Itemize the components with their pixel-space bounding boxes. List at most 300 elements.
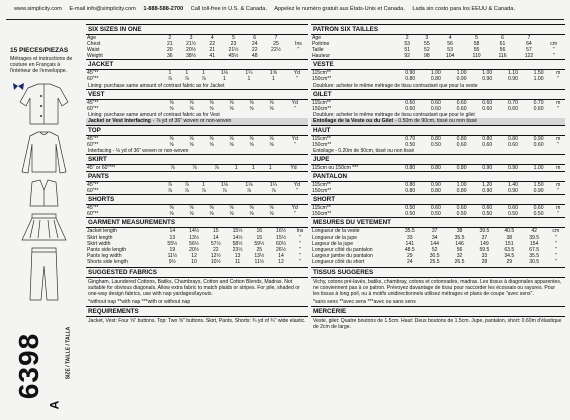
- cell-value: m: [556, 135, 561, 142]
- cell-value: 0.60: [456, 205, 467, 212]
- cell-value: 3: [189, 35, 193, 41]
- cell-value: ⅞: [201, 188, 206, 195]
- section-table: [86, 100, 308, 112]
- section-heading: SKIRT: [86, 154, 308, 165]
- cell-value: 6: [501, 35, 504, 41]
- cell-value: m: [556, 70, 561, 77]
- cell-value: m: [556, 182, 561, 189]
- row-label: 60"**: [87, 105, 99, 112]
- section-note: Doublure: acheter le même métrage de tissu contrastant que pour le gilet: [313, 111, 475, 118]
- row-label: Taille: [312, 47, 324, 54]
- cell-value: 0.90: [430, 182, 441, 189]
- cell-value: ⅞: [184, 76, 189, 83]
- left-notions-title: REQUIREMENTS: [86, 306, 308, 317]
- cell-value: 37: [431, 228, 438, 235]
- cell-value: ": [299, 258, 301, 265]
- cell-value: 21½: [228, 47, 239, 54]
- cell-value: 1: [168, 70, 172, 77]
- cell-value: 14½: [232, 234, 243, 241]
- cell-value: Yd: [293, 70, 300, 77]
- cell-value: ⅝: [189, 135, 194, 142]
- phone-note-fr: Appelez le numéro gratuit aux États-Unis et Canada.: [274, 6, 405, 12]
- right-sections: [311, 59, 565, 265]
- cell-value: Yd: [291, 135, 298, 142]
- row-label: 115cm**: [312, 135, 331, 142]
- cell-value: 22: [212, 246, 219, 253]
- cell-value: 13½: [189, 234, 200, 241]
- cell-value: 1.00: [456, 182, 467, 189]
- cell-value: 0.80: [405, 182, 416, 189]
- cell-value: 40.5: [504, 228, 515, 235]
- cell-value: 38: [456, 228, 463, 235]
- section-heading: JUPE: [311, 154, 565, 165]
- cell-value: 0.50: [405, 205, 416, 212]
- cell-value: ": [552, 53, 555, 60]
- cell-value: 92: [404, 53, 411, 60]
- cell-value: 24: [251, 41, 258, 48]
- row-label: Weight: [87, 53, 103, 60]
- cell-value: ⅞: [192, 164, 197, 171]
- cell-value: 104: [445, 53, 455, 60]
- left-fabrics-title: SUGGESTED FABRICS: [86, 267, 308, 278]
- cell-value: 48.5: [404, 246, 415, 253]
- section-note: Doublure: acheter le même métrage de tissu contrastant que pour la veste: [313, 82, 478, 89]
- cell-value: 12½: [210, 252, 221, 259]
- cell-value: 0.90: [482, 164, 493, 171]
- section-table: [86, 70, 308, 82]
- right-notions-title: MERCERIE: [311, 306, 565, 317]
- cell-value: 0.90: [533, 135, 544, 142]
- cell-value: 5: [475, 35, 478, 41]
- cell-value: 0.50: [430, 211, 441, 218]
- pattern-number: 6398: [13, 332, 45, 400]
- cell-value: 146: [455, 240, 464, 247]
- cell-value: 0.60: [507, 105, 518, 112]
- cell-value: 1.00: [482, 70, 493, 77]
- row-label: 45"**: [87, 135, 99, 142]
- cell-value: m: [556, 205, 561, 212]
- left-sections: [86, 59, 308, 265]
- row-label: Age: [312, 35, 322, 41]
- cell-value: 34.5: [504, 252, 515, 259]
- cell-value: ⅝: [229, 135, 234, 142]
- cell-value: Yd: [290, 164, 297, 171]
- row-label: 60"**: [87, 141, 99, 148]
- cell-value: 26.5: [454, 258, 465, 265]
- cell-value: ": [554, 258, 557, 265]
- cell-value: 19: [169, 246, 176, 253]
- cell-value: 1.40: [507, 182, 518, 189]
- cell-value: 2: [405, 35, 409, 41]
- cell-value: ⅝: [209, 135, 214, 142]
- cell-value: 57: [526, 47, 532, 54]
- cell-value: 9½: [168, 258, 176, 265]
- cell-value: 25: [273, 41, 279, 48]
- cell-value: 0.70: [507, 99, 518, 106]
- cell-value: ⅞: [201, 76, 206, 83]
- cell-value: 30.5: [529, 258, 540, 265]
- cell-value: ⅞: [214, 164, 219, 171]
- cell-value: 55: [424, 41, 430, 48]
- cell-value: ⅝: [209, 105, 214, 112]
- section-table: [86, 228, 308, 265]
- section-note: Entoilage - 0.20m de 90cm, tissé ou non tissé: [313, 147, 415, 154]
- cell-value: ⅝: [249, 135, 254, 142]
- cell-value: 10: [191, 258, 197, 265]
- cell-value: 0.90: [456, 76, 467, 83]
- cell-value: 141: [405, 240, 415, 247]
- cell-value: 11½: [254, 258, 265, 265]
- cell-value: 0.90: [533, 188, 544, 195]
- french-instructions-note: Métrages et instructions de couture en Français à l'intérieur de l'enveloppe.: [10, 56, 73, 75]
- cell-value: 38: [506, 234, 513, 241]
- cell-value: 1: [251, 164, 255, 171]
- row-label: Longueur côté du short: [312, 258, 365, 265]
- cell-value: ": [557, 105, 560, 112]
- row-label: 45"**: [87, 182, 99, 189]
- row-label: Longueur de la veste: [312, 228, 360, 235]
- section-table: [311, 100, 565, 112]
- cell-value: 33: [481, 252, 488, 259]
- cell-value: ⅝: [189, 99, 194, 106]
- cell-value: ⅝: [269, 205, 274, 212]
- row-label: 45"**: [87, 205, 99, 212]
- cell-value: 14: [169, 228, 176, 235]
- cell-value: 3: [425, 35, 429, 41]
- cell-value: 56: [499, 47, 506, 54]
- cell-value: ": [299, 240, 301, 247]
- cell-value: 0.90: [507, 164, 518, 171]
- cell-value: 0.80: [507, 135, 518, 142]
- bow-accent: [13, 83, 24, 90]
- row-label: Skirt width: [87, 240, 111, 247]
- section-table: [86, 136, 308, 148]
- cell-value: 52: [424, 47, 430, 54]
- cell-value: 30.5: [429, 252, 440, 259]
- contact-bar: [0, 0, 570, 18]
- cell-value: 0.50: [405, 141, 416, 148]
- cell-value: ": [295, 76, 298, 83]
- row-label: 150cm**: [312, 76, 332, 83]
- cell-value: 25: [256, 246, 263, 253]
- section-table: [311, 182, 565, 194]
- cell-value: 149: [480, 240, 489, 247]
- cell-value: 64: [526, 41, 532, 48]
- pattern-number-block: [13, 310, 72, 420]
- cell-value: Yd: [293, 182, 300, 189]
- row-label: 150cm**: [312, 188, 332, 195]
- row-label: 150cm**: [312, 141, 332, 148]
- cell-value: 26½: [276, 246, 286, 253]
- cell-value: 0.60: [482, 99, 493, 106]
- phone-note-es: Lada sin costo para los EEUU & Canada.: [412, 6, 515, 12]
- cell-value: 58½: [232, 240, 243, 247]
- cell-value: 0.60: [533, 141, 544, 148]
- section-heading: PANTALON: [311, 171, 565, 182]
- cell-value: ⅝: [209, 205, 214, 212]
- section-note: Lining: purchase same amount of contrast fabric as for Jacket: [88, 82, 225, 89]
- cell-value: 11: [234, 258, 241, 265]
- cell-value: ⅞: [184, 182, 189, 189]
- cell-value: 56: [447, 41, 453, 48]
- row-label: Age: [87, 35, 97, 41]
- cell-value: 36: [166, 53, 173, 60]
- row-label: Largeur jambe du pantalon: [312, 252, 373, 259]
- cell-value: 110: [472, 53, 481, 60]
- cell-value: 63.5: [504, 246, 515, 253]
- cell-value: 0.60: [507, 205, 518, 212]
- cell-value: ": [293, 105, 296, 112]
- cell-value: 0.60: [456, 105, 467, 112]
- row-label: Largeur de la jupe: [312, 240, 354, 247]
- cell-value: 23: [230, 41, 237, 48]
- cell-value: 6: [253, 35, 257, 41]
- left-title: SIX SIZES IN ONE: [86, 24, 308, 35]
- cell-value: ⅞: [271, 188, 276, 195]
- cell-value: 53: [447, 47, 453, 54]
- cell-value: 56½: [189, 240, 200, 247]
- row-label: 45" or 60"***: [87, 164, 116, 171]
- section-table: [311, 136, 565, 148]
- section-table: [311, 228, 565, 265]
- garment-illustrations: [10, 80, 80, 300]
- section-heading: [86, 118, 308, 125]
- cell-value: 98: [424, 53, 430, 60]
- cell-value: 0.60: [405, 105, 416, 112]
- section-note: - ⅞ yd of 36" woven or non-woven: [152, 117, 232, 124]
- cell-value: 61: [499, 41, 506, 48]
- cell-value: 55½: [167, 240, 178, 247]
- cell-value: ⅝: [169, 205, 174, 212]
- cell-value: 0.90: [507, 76, 518, 83]
- row-label: Longueur côté du pantalon: [312, 246, 373, 253]
- cell-value: 22: [209, 41, 216, 48]
- section-heading: VEST: [86, 89, 308, 100]
- row-label: Chest: [87, 41, 101, 48]
- cell-value: 0.90: [507, 188, 518, 195]
- row-label: 150cm**: [312, 211, 332, 218]
- jacket-drawing: [20, 84, 68, 124]
- cell-value: ⅝: [229, 141, 234, 148]
- cell-value: 58: [473, 41, 480, 48]
- row-label: Hauteur: [312, 53, 331, 60]
- cell-value: ⅝: [249, 205, 254, 212]
- cell-value: 1: [202, 70, 206, 77]
- cell-value: 4: [448, 35, 452, 41]
- cell-value: 1.00: [430, 70, 441, 77]
- cell-value: 11½: [167, 252, 178, 259]
- header-rule: [6, 19, 564, 20]
- cell-value: 20½: [186, 47, 196, 54]
- cell-value: 28: [481, 258, 488, 265]
- cell-value: 59.5: [479, 246, 490, 253]
- email-link[interactable]: E-mail info@simplicity.com: [69, 6, 136, 12]
- cell-value: 0.60: [456, 141, 467, 148]
- cell-value: 14: [212, 234, 219, 241]
- cell-value: 12: [278, 258, 284, 265]
- cell-value: 34: [431, 234, 438, 241]
- cell-value: 1⅛: [245, 182, 253, 189]
- row-label: 115cm ou 150cm ***: [312, 164, 359, 171]
- cell-value: 41: [209, 53, 216, 60]
- size-letter: A: [47, 400, 62, 410]
- cell-value: 45½: [228, 53, 239, 60]
- cell-value: 1.10: [507, 70, 518, 77]
- table-row: [311, 259, 565, 265]
- cell-value: ": [293, 211, 296, 218]
- cell-value: 0.90: [482, 76, 493, 83]
- cell-value: 1¼: [269, 182, 277, 189]
- left-size-table: [86, 35, 308, 59]
- cell-value: 1: [234, 164, 238, 171]
- section-heading: GARMENT MEASUREMENTS: [86, 217, 308, 228]
- section-table: [311, 70, 565, 82]
- cell-value: ⅞: [167, 76, 173, 83]
- pants-drawing: [30, 248, 58, 300]
- cell-value: ⅞: [246, 188, 252, 195]
- cell-value: 4: [210, 35, 214, 41]
- cell-value: 21: [209, 47, 216, 54]
- cell-value: 0.60: [482, 205, 493, 212]
- cell-value: 1.50: [533, 70, 544, 77]
- row-label: 150cm**: [312, 105, 332, 112]
- right-nap-note: *sans sens **avec sens ***avec ou sans sens: [313, 298, 416, 305]
- cell-value: m: [556, 164, 561, 171]
- cell-value: m: [556, 99, 561, 106]
- row-label: 115cm**: [312, 182, 331, 189]
- cell-value: ": [557, 76, 560, 83]
- cell-value: ": [299, 252, 301, 259]
- cell-value: ⅝: [269, 141, 274, 148]
- english-yardage-chart: [86, 24, 308, 325]
- row-label: Skirt length: [87, 234, 113, 241]
- cell-value: 0.60: [507, 141, 518, 148]
- row-label: Pants side length: [87, 246, 127, 253]
- cell-value: 0.60: [482, 105, 493, 112]
- right-size-table: [311, 35, 565, 59]
- cell-value: 1⅛: [220, 70, 228, 77]
- cell-value: ": [554, 252, 557, 259]
- phone-number: 1-888-588-2700: [143, 6, 184, 12]
- section-heading: VESTE: [311, 59, 565, 70]
- cell-value: 55: [473, 47, 480, 54]
- cell-value: 20: [166, 47, 173, 54]
- cell-value: ⅝: [169, 141, 174, 148]
- cell-value: 0.50: [482, 211, 493, 218]
- cell-value: 35.5: [529, 252, 540, 259]
- section-heading: SHORT: [311, 194, 565, 205]
- cell-value: 14½: [189, 228, 200, 235]
- cell-value: 16: [256, 228, 263, 235]
- cell-value: 35.5: [454, 234, 465, 241]
- cell-value: ⅝: [169, 105, 174, 112]
- cell-value: 0.70: [533, 99, 544, 106]
- skirt-drawing: [22, 214, 66, 240]
- section-heading: GILET: [311, 89, 565, 100]
- cell-value: 38½: [186, 53, 196, 60]
- section-heading: SHORTS: [86, 194, 308, 205]
- cell-value: Ins: [296, 228, 304, 235]
- row-label: Shorts side length: [87, 258, 128, 265]
- row-label: 45"**: [87, 70, 99, 77]
- cell-value: 0.70: [405, 135, 416, 142]
- cell-value: 5: [232, 35, 235, 41]
- cell-value: ⅞: [167, 182, 173, 189]
- cell-value: 13: [169, 234, 176, 241]
- size-label: SIZE / TAILLE / TALLA: [65, 326, 72, 380]
- cell-value: 1.00: [533, 76, 544, 83]
- cell-value: Yd: [291, 205, 298, 212]
- pieces-count: 15 PIECES/PIEZAS: [10, 47, 69, 54]
- right-fabrics-text: Vichy, cotons pré-lavés, batiks, chambray, cotons et cotonnades, madras. Les tissus à diagonales apparentes, ne conviennent pas à ce patron. Prévoyez davantage de tissu pour raccorder les écossais ou rayures. Pour les tissus à long poil, ou à motifs unidirectionnels utilisez métrages et plans de coupe "avec sens".: [313, 278, 562, 297]
- french-yardage-chart: [311, 24, 565, 331]
- top-drawing: [22, 132, 66, 173]
- right-title: PATRON SIX TAILLES: [311, 24, 565, 35]
- row-label: Longueur de la jupe: [312, 234, 358, 241]
- cell-value: 1.50: [533, 182, 544, 189]
- cell-value: 0.80: [405, 188, 416, 195]
- cell-value: 7: [527, 35, 531, 41]
- section-note: - 0.50m de 90cm, tissé ou non tissé: [395, 117, 478, 124]
- cell-value: 1: [272, 76, 275, 83]
- cell-value: 0.80: [430, 76, 441, 83]
- cell-value: 0.60: [533, 205, 544, 212]
- cell-value: 60½: [276, 240, 286, 247]
- cell-value: Yd: [291, 99, 298, 106]
- cell-value: 39.5: [479, 228, 490, 235]
- cell-value: 1⅝: [269, 70, 277, 77]
- section-table: [311, 205, 565, 217]
- cell-value: 0.60: [405, 99, 416, 106]
- cell-value: ⅝: [169, 211, 174, 218]
- cell-value: ⅞: [167, 188, 173, 195]
- cell-value: ": [554, 240, 557, 247]
- cell-value: 42: [531, 228, 537, 235]
- cell-value: ": [295, 188, 298, 195]
- cell-value: 0.60: [456, 99, 467, 106]
- cell-value: ⅝: [269, 99, 274, 106]
- cell-value: 39.5: [529, 234, 540, 241]
- section-name: Entoilage de la Veste ou du Gilet: [313, 117, 394, 124]
- cell-value: cm: [550, 41, 558, 48]
- cell-value: ⅝: [269, 105, 274, 112]
- site-link[interactable]: www.simplicity.com: [14, 6, 62, 12]
- cell-value: ⅝: [249, 99, 254, 106]
- cell-value: 0.50: [533, 211, 544, 218]
- vest-drawing: [30, 180, 58, 206]
- cell-value: 151: [505, 240, 514, 247]
- cell-value: 122: [524, 53, 534, 60]
- cell-value: ⅞: [222, 188, 227, 195]
- cell-value: 7: [274, 35, 278, 41]
- cell-value: 48: [251, 53, 258, 60]
- section-heading: MESURES DU VETEMENT: [311, 217, 565, 228]
- cell-value: 13½: [254, 252, 265, 259]
- cell-value: ": [554, 246, 557, 253]
- cell-value: 0.60: [482, 141, 493, 148]
- section-note: Interfacing - ⅛ yd of 36" woven or non-woven: [88, 147, 189, 154]
- cell-value: 1.00: [456, 70, 467, 77]
- cell-value: 144: [430, 240, 439, 247]
- cell-value: ": [293, 141, 296, 148]
- right-notions-text: Veste, gilet: Quatre boutons de 1.5cm. Haut: Deux boutons de 1.5cm. Jupe, pantalon, short: 0.60m d'élastique de 2cm de large.: [313, 317, 562, 330]
- cell-value: 0.80: [430, 188, 441, 195]
- cell-value: 29: [506, 258, 513, 265]
- section-heading: PANTS: [86, 171, 308, 182]
- section-heading: HAUT: [311, 125, 565, 136]
- row-label: 115cm**: [312, 99, 331, 106]
- section-heading: JACKET: [86, 59, 308, 70]
